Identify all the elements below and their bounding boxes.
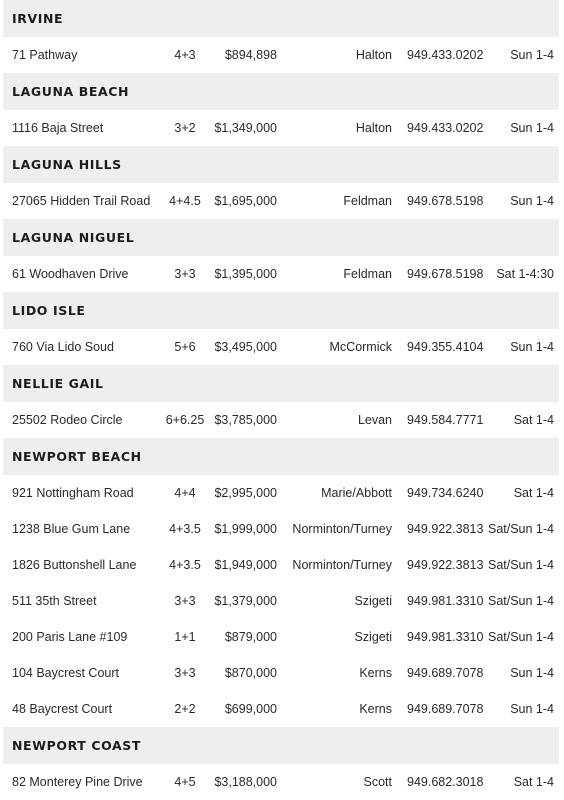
- listing-address: 1826 Buttonshell Lane: [12, 558, 137, 572]
- listing-price: $1,999,000: [214, 522, 277, 536]
- listing-address: 511 35th Street: [12, 594, 97, 608]
- listing-price: $3,785,000: [214, 413, 277, 427]
- listing-bed-bath: 4+3: [174, 48, 196, 62]
- listing-agent: Kerns: [359, 666, 392, 680]
- listing-address: 82 Monterey Pine Drive: [12, 775, 143, 789]
- listing-row: [0, 511, 564, 547]
- listing-agent: Halton: [355, 48, 392, 62]
- listing-time: Sat/Sun 1-4: [487, 558, 554, 572]
- listing-agent: Norminton/Turney: [292, 522, 392, 536]
- listing-price: $1,349,000: [214, 121, 277, 135]
- listing-phone: 949.584.7771: [407, 413, 484, 427]
- listing-bed-bath: 4+4.5: [169, 194, 201, 208]
- listing-price: $2,995,000: [214, 486, 277, 500]
- listing-row: [0, 583, 564, 619]
- listing-agent: Szigeti: [354, 594, 392, 608]
- listing-row: [0, 329, 564, 365]
- listing-time: Sun 1-4: [510, 121, 554, 135]
- listing-bed-bath: 3+3: [174, 666, 196, 680]
- listing-time: Sat 1-4: [513, 486, 554, 500]
- city-header: IRVINE: [3, 0, 559, 37]
- listing-row: [0, 475, 564, 511]
- listing-time: Sat 1-4: [513, 413, 554, 427]
- listing-row: [0, 691, 564, 727]
- listing-address: 760 Via Lido Soud: [12, 340, 114, 354]
- listing-phone: 949.678.5198: [407, 194, 484, 208]
- listing-time: Sat/Sun 1-4: [487, 630, 554, 644]
- listing-phone: 949.981.3310: [407, 594, 484, 608]
- listing-time: Sun 1-4: [510, 666, 554, 680]
- listing-price: $3,188,000: [214, 775, 277, 789]
- listing-price: $870,000: [224, 666, 277, 680]
- listing-address: 1238 Blue Gum Lane: [12, 522, 131, 536]
- listing-agent: McCormick: [329, 340, 392, 354]
- listing-agent: Feldman: [343, 267, 392, 281]
- listing-time: Sat/Sun 1-4: [487, 522, 554, 536]
- listing-agent: Levan: [357, 413, 392, 427]
- listing-row: [0, 256, 564, 292]
- listing-agent: Kerns: [359, 702, 392, 716]
- listing-row: [0, 110, 564, 146]
- city-header: LAGUNA HILLS: [3, 146, 559, 183]
- city-header: NEWPORT COAST: [3, 727, 559, 764]
- listing-agent: Feldman: [343, 194, 392, 208]
- listing-row: [0, 37, 564, 73]
- listing-address: 27065 Hidden Trail Road: [12, 194, 151, 208]
- listing-price: $1,949,000: [214, 558, 277, 572]
- listing-phone: 949.682.3018: [407, 775, 484, 789]
- listing-address: 25502 Rodeo Circle: [12, 413, 123, 427]
- city-header: LAGUNA NIGUEL: [3, 219, 559, 256]
- listing-price: $879,000: [224, 630, 277, 644]
- listing-time: Sat 1-4:30: [496, 267, 554, 281]
- listing-bed-bath: 2+2: [174, 702, 196, 716]
- listing-address: 921 Nottingham Road: [12, 486, 134, 500]
- listing-bed-bath: 1+1: [174, 630, 196, 644]
- listing-row: [0, 619, 564, 655]
- listing-address: 48 Baycrest Court: [12, 702, 113, 716]
- listing-phone: 949.355.4104: [407, 340, 484, 354]
- listing-time: Sun 1-4: [510, 702, 554, 716]
- listing-time: Sat 1-4: [513, 775, 554, 789]
- listing-price: $1,395,000: [214, 267, 277, 281]
- listing-price: $894,898: [224, 48, 277, 62]
- listing-agent: Scott: [363, 775, 392, 789]
- listing-row: [0, 183, 564, 219]
- listing-row: [0, 764, 564, 800]
- listing-time: Sun 1-4: [510, 194, 554, 208]
- listing-phone: 949.689.7078: [407, 702, 484, 716]
- listing-bed-bath: 4+5: [174, 775, 196, 789]
- listing-price: $1,379,000: [214, 594, 277, 608]
- listing-price: $3,495,000: [214, 340, 277, 354]
- listing-phone: 949.734.6240: [407, 486, 484, 500]
- listing-phone: 949.433.0202: [407, 48, 484, 62]
- listing-bed-bath: 6+6.25: [165, 413, 205, 427]
- listing-agent: Marie/Abbott: [321, 486, 392, 500]
- listing-price: $699,000: [224, 702, 277, 716]
- listing-row: [0, 402, 564, 438]
- listing-time: Sun 1-4: [510, 48, 554, 62]
- listing-price: $1,695,000: [214, 194, 277, 208]
- listing-phone: 949.981.3310: [407, 630, 484, 644]
- listing-address: 61 Woodhaven Drive: [12, 267, 129, 281]
- city-header: LAGUNA BEACH: [3, 73, 559, 110]
- listing-row: [0, 547, 564, 583]
- listing-bed-bath: 3+3: [174, 594, 196, 608]
- listing-row: [0, 655, 564, 691]
- city-header: NELLIE GAIL: [3, 365, 559, 402]
- listing-address: 71 Pathway: [12, 48, 78, 62]
- listing-bed-bath: 4+3.5: [169, 522, 201, 536]
- listing-bed-bath: 3+2: [174, 121, 196, 135]
- listing-bed-bath: 5+6: [174, 340, 196, 354]
- listing-phone: 949.922.3813: [407, 558, 484, 572]
- listing-time: Sun 1-4: [510, 340, 554, 354]
- listing-address: 1116 Baja Street: [12, 121, 104, 135]
- listing-address: 104 Baycrest Court: [12, 666, 119, 680]
- listing-phone: 949.689.7078: [407, 666, 484, 680]
- listing-time: Sat/Sun 1-4: [487, 594, 554, 608]
- listing-agent: Halton: [355, 121, 392, 135]
- listing-bed-bath: 3+3: [174, 267, 196, 281]
- city-header: LIDO ISLE: [3, 292, 559, 329]
- listing-agent: Norminton/Turney: [292, 558, 392, 572]
- listing-address: 200 Paris Lane #109: [12, 630, 128, 644]
- listing-phone: 949.433.0202: [407, 121, 484, 135]
- listing-phone: 949.678.5198: [407, 267, 484, 281]
- listing-agent: Szigeti: [354, 630, 392, 644]
- listing-phone: 949.922.3813: [407, 522, 484, 536]
- listing-bed-bath: 4+3.5: [169, 558, 201, 572]
- listing-bed-bath: 4+4: [174, 486, 196, 500]
- city-header: NEWPORT BEACH: [3, 438, 559, 475]
